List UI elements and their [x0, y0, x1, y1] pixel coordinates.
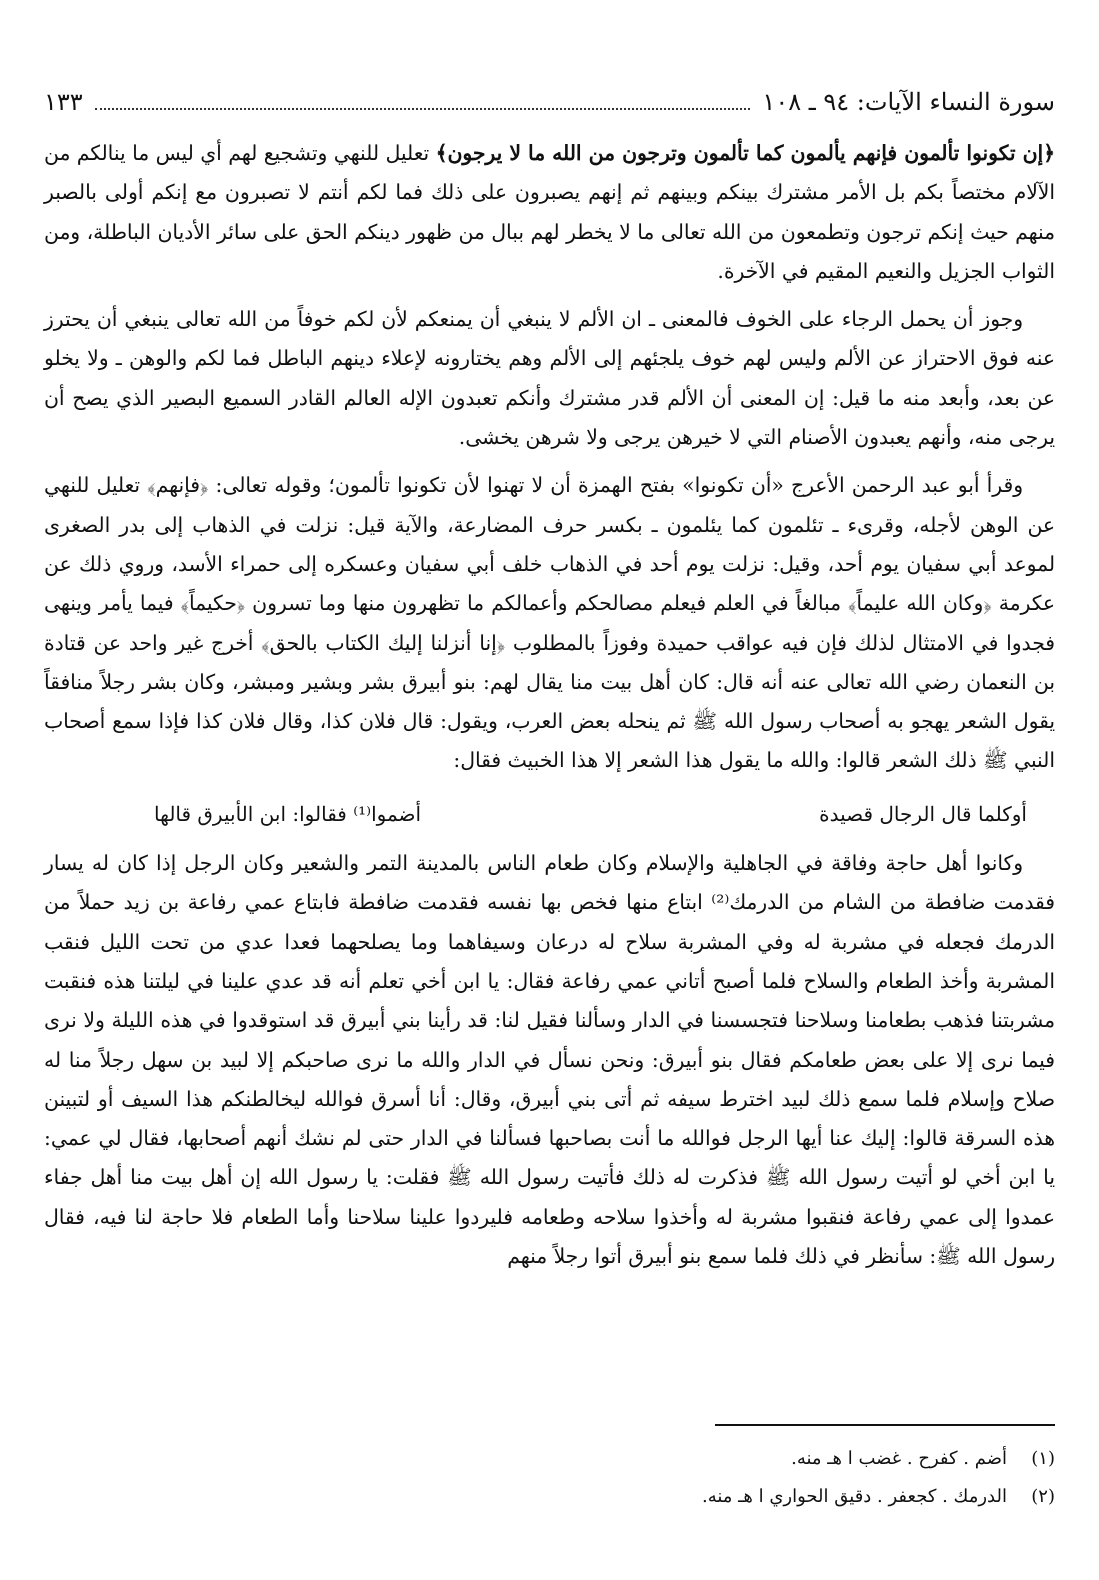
footnote-text: أضم . كفرح . غضب ا هـ منه. [791, 1448, 1007, 1469]
footnote-number: (١) [1031, 1448, 1055, 1469]
footnote-number: (٢) [1031, 1486, 1055, 1507]
verse-second-hemistich: أضموا⁽¹⁾ فقالوا: ابن الأبيرق قالها [154, 801, 422, 826]
footnote-divider [715, 1424, 1055, 1426]
quran-quote: ﴿إن تكونوا تألمون فإنهم يألمون كما تألمون وترجون من الله ما لا يرجون﴾ [435, 141, 1055, 165]
page-number: ١٣٣ [44, 88, 83, 116]
paragraph-1 [44, 134, 1055, 291]
paragraph-text: وجوز أن يحمل الرجاء على الخوف فالمعنى ـ ان الألم لا ينبغي أن يمنعكم لأن لكم خوفاً من الله تعالى ينبغي أن يحترز عنه فوق الاحتراز عن الألم وليس لهم خوف يلجئهم إلى الألم وهم يختارونه لإعلاء دينهم الباطل فما لكم والوهن ـ ولا يخلو عن بعد، وأبعد منه ما قيل: إن المعنى أن الألم قدر مشترك وأنكم تعبدون الإله العالم القادر السميع البصير الذي يصح أن يرجى منه، وأنهم يعبدون الأصنام التي لا خيرهن يرجى ولا شرهن يخشى. [44, 307, 1055, 450]
paragraph-3 [44, 466, 1055, 780]
running-header [44, 88, 1055, 124]
footnotes [44, 1440, 1055, 1516]
footnote-item [44, 1440, 1055, 1478]
header-dot-leader [95, 108, 751, 110]
paragraph-text: وقرأ أبو عبد الرحمن الأعرج «أن تكونوا» بفتح الهمزة أن لا تهنوا لأن تكونوا تألمون؛ وقوله تعالى: ﴿فإنهم﴾ تعليل للنهي عن الوهن لأجله، وقرىء ـ تئلمون كما يئلمون ـ بكسر حرف المضارعة، والآية قيل: نزلت في الذهاب إلى بدر الصغرى لموعد أبي سفيان يوم أحد، وقيل: نزلت يوم أحد في الذهاب خلف أبي سفيان وعسكره إلى حمراء الأسد، وروي ذلك عن عكرمة ﴿وكان الله عليماً﴾ مبالغاً في العلم فيعلم مصالحكم وأعمالكم ما تظهرون منها وما تسرون ﴿حكيماً﴾ فيما يأمر وينهى فجدوا في الامتثال لذلك فإن فيه عواقب حميدة وفوزاً بالمطلوب ﴿إنا أنزلنا إليك الكتاب بالحق﴾ أخرج غير واحد عن قتادة بن النعمان رضي الله تعالى عنه أنه قال: كان أهل بيت منا يقال لهم: بنو أبيرق بشر وبشير ومبشر، وكان بشر رجلاً منافقاً يقول الشعر يهجو به أصحاب رسول الله ﷺ ثم ينحله بعض العرب، ويقول: قال فلان كذا، وقال فلان كذا فإذا سمع أصحاب النبي ﷺ ذلك الشعر قالوا: والله ما يقول هذا الشعر إلا هذا الخبيث فقال: [44, 473, 1055, 773]
body-text [44, 134, 1055, 1276]
poetry-verse [154, 795, 1027, 834]
verse-first-hemistich: أوكلما قال الرجال قصيدة [819, 801, 1027, 826]
paragraph-2 [44, 300, 1055, 457]
header-title: سورة النساء الآيات: ٩٤ ـ ١٠٨ [762, 88, 1055, 116]
paragraph-text: وكانوا أهل حاجة وفاقة في الجاهلية والإسلام وكان طعام الناس بالمدينة التمر والشعير وكان الرجل إذا كان له يسار فقدمت ضافطة من الشام من الدرمك⁽²⁾ ابتاع منها فخص بها نفسه فقدمت ضافطة فابتاع عمي رفاعة بن زيد حملاً من الدرمك فجعله في مشربة له وفي المشربة سلاح له درعان وسيفاهما وما يصلحهما فعدا عدي من تحت الليل فنقب المشربة وأخذ الطعام والسلاح فلما أصبح أتاني عمي رفاعة فقال: يا ابن أخي تعلم أنه قد عدي علينا في ليلتنا هذه فنقبت مشربتنا فذهب بطعامنا وسلاحنا فتجسسنا في الدار وسألنا فقيل لنا: قد رأينا بني أبيرق قد استوقدوا في هذه الليلة ولا نرى فيما نرى إلا على بعض طعامكم فقال بنو أبيرق: ونحن نسأل في الدار والله ما نرى صاحبكم إلا لبيد بن سهل رجلاً منا له صلاح وإسلام فلما سمع ذلك لبيد اخترط سيفه ثم أتى بني أبيرق، وقال: أنا أسرق فوالله ليخالطنكم هذا السيف أو لتبينن هذه السرقة قالوا: إليك عنا أيها الرجل فوالله ما أنت بصاحبها فسألنا في الدار حتى لم نشك أنهم أصحابها، فقال لي عمي: يا ابن أخي لو أتيت رسول الله ﷺ فذكرت له ذلك فأتيت رسول الله ﷺ فقلت: يا رسول الله إن أهل بيت منا أهل جفاء عمدوا إلى عمي رفاعة فنقبوا مشربة له وأخذوا سلاحه وطعامه فليردوا علينا سلاحنا وأما الطعام فلا حاجة لنا فيه، فقال رسول الله ﷺ: سأنظر في ذلك فلما سمع بنو أبيرق أتوا رجلاً منهم [44, 851, 1055, 1269]
paragraph-text: تعليل للنهي وتشجيع لهم أي ليس ما ينالكم من الآلام مختصاً بكم بل الأمر مشترك بينكم وبينهم ثم إنهم يصبرون على ذلك فما لكم أنتم لا تصبرون مع إنكم أولى بالصبر منهم حيث إنكم ترجون وتطمعون من الله تعالى ما لا يخطر لهم ببال من ظهور دينكم الحق على سائر الأديان الباطلة، ومن الثواب الجزيل والنعيم المقيم في الآخرة. [44, 141, 1055, 283]
footnote-text: الدرمك . كجعفر . دقيق الحواري ا هـ منه. [701, 1486, 1007, 1507]
paragraph-4 [44, 844, 1055, 1276]
page [44, 88, 1055, 1285]
footnote-item [44, 1478, 1055, 1516]
